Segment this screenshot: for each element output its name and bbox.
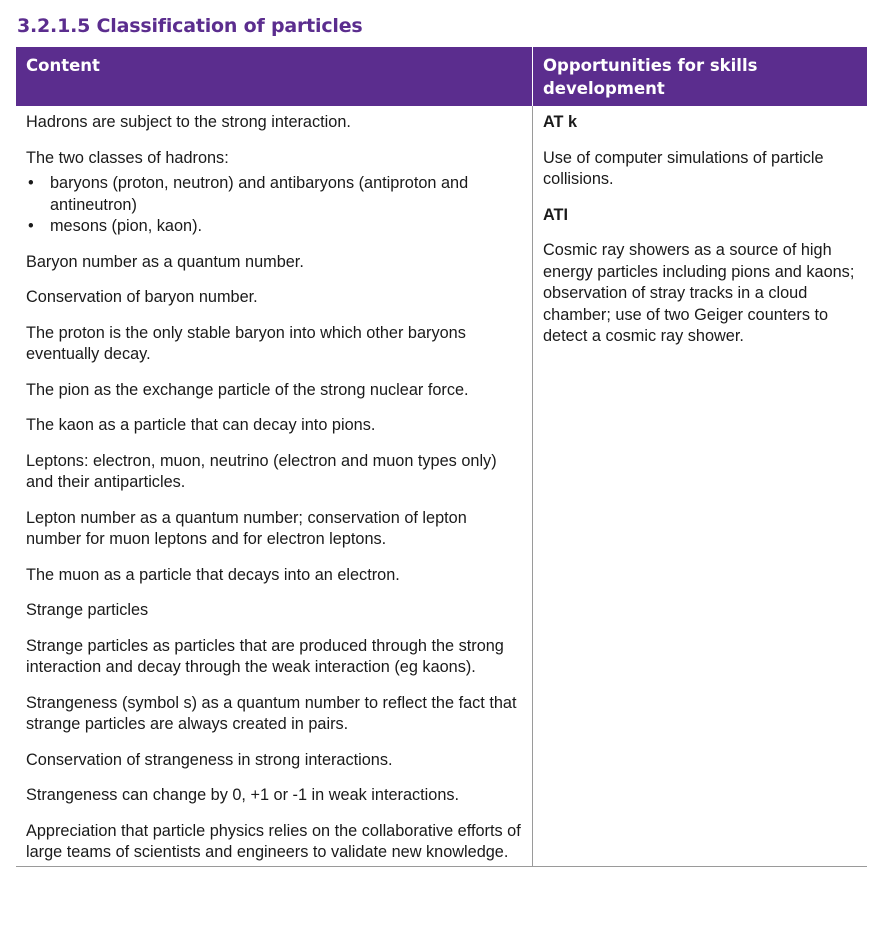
section-title: 3.2.1.5 Classification of particles (17, 15, 363, 37)
content-paragraph: Appreciation that particle physics relies on the collaborative efforts of large teams of scientists and engineers to validate new knowledge. (26, 821, 521, 861)
content-paragraph: Strangeness can change by 0, +1 or -1 in weak interactions. (26, 786, 460, 804)
skills-label: ATI (543, 205, 569, 224)
list-item: • baryons (proton, neutron) and antibaryons (antiproton and antineutron) (26, 173, 522, 216)
skills-column-header: Opportunities for skills development (533, 47, 868, 106)
skills-paragraph: Use of computer simulations of particle collisions. (543, 148, 824, 188)
specification-table (16, 47, 867, 867)
content-paragraph: Strange particles as particles that are produced through the strong interaction and decay through the weak interaction (eg kaons). (26, 636, 504, 676)
content-cell (16, 106, 533, 866)
content-paragraph: The muon as a particle that decays into an electron. (26, 565, 400, 584)
skills-label: AT k (543, 113, 578, 131)
content-paragraph: Baryon number as a quantum number. (26, 252, 304, 271)
content-paragraph: The pion as the exchange particle of the strong nuclear force. (26, 380, 469, 399)
content-paragraph: Strange particles (26, 601, 149, 619)
content-paragraph: The kaon as a particle that can decay into pions. (26, 416, 376, 434)
content-paragraph: Leptons: electron, muon, neutrino (electron and muon types only) and their antiparticles. (26, 451, 497, 491)
content-column-header: Content (16, 47, 533, 106)
content-paragraph: Lepton number as a quantum number; conservation of lepton number for muon leptons and for electron leptons. (26, 508, 467, 548)
content-paragraph: Hadrons are subject to the strong interaction. (26, 113, 351, 131)
hadron-classes-list (26, 173, 522, 238)
skills-cell (533, 106, 868, 866)
skills-paragraph: Cosmic ray showers as a source of high energy particles including pions and kaons; observation of stray tracks in a cloud chamber; use of two Geiger counters to detect a cosmic ray shower. (543, 241, 855, 345)
table-header-row (16, 47, 867, 106)
content-paragraph: Conservation of baryon number. (26, 288, 258, 306)
content-paragraph: Strangeness (symbol s) as a quantum number to reflect the fact that strange particles are always created in pairs. (26, 693, 517, 733)
content-paragraph: The proton is the only stable baryon into which other baryons eventually decay. (26, 323, 466, 363)
content-paragraph: Conservation of strangeness in strong interactions. (26, 750, 393, 769)
table-row (16, 106, 867, 866)
list-item: • mesons (pion, kaon). (26, 216, 522, 238)
content-paragraph: The two classes of hadrons: (26, 148, 229, 167)
